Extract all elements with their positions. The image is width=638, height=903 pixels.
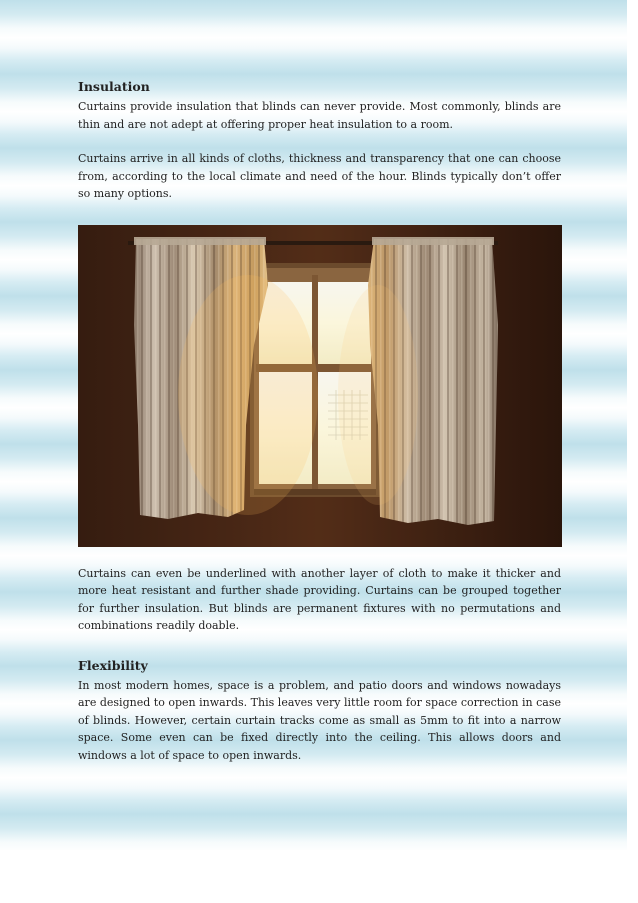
paragraph-flexibility: In most modern homes, space is a problem, and patio doors and windows nowadays are designed to open inwards. This leaves very little room for space correction in case of blinds. However, certain curtain tracks come as small as 5mm to fit into a narrow space. Some even can be fixed directly into the ceiling. This allows doors and windows a lot of space to open inwards. xyxy=(78,678,561,762)
paragraph-gap xyxy=(78,133,561,150)
section-heading-flexibility: Flexibility xyxy=(78,657,148,673)
paragraph-insulation-2: Curtains arrive in all kinds of cloths, thickness and transparency that one can choose from, according to the local climate and need of the hour. Blinds typically don’t offer so many options. xyxy=(78,152,561,200)
window-with-curtains-photo xyxy=(78,225,562,547)
section-heading-insulation: Insulation xyxy=(78,79,150,94)
paragraph-insulation-3: Curtains can even be underlined with another layer of cloth to make it thicker and more heat resistant and further shade providing. Curtains can be grouped together for further insulation. But blinds are permanent fixtures with no permutations and combinations readily doable. xyxy=(78,566,561,632)
paragraph-insulation-1: Curtains provide insulation that blinds can never provide. Most commonly, blinds are thin and are not adept at offering proper heat insulation to a room. xyxy=(78,100,561,131)
page-content xyxy=(78,78,561,764)
section-flexibility xyxy=(78,657,561,765)
